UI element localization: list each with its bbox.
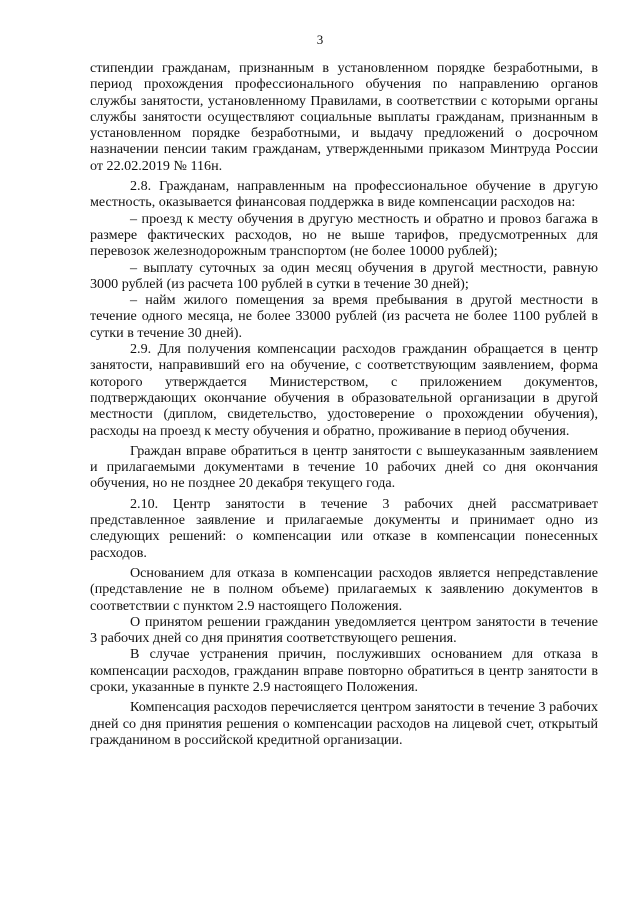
paragraph-continuation: стипендии гражданам, признанным в установленном порядке безработными, в период прохождения профессионального обучения по направлению органов службы занятости, установленному Правилами, в соответствии с которыми органы службы занятости осуществляют социальные выплаты гражданам, признанным в установленном порядке безработными, и выдачу предложений о досрочном назначении пенсии таким гражданам, утвержденными приказом Минтруда России от 22.02.2019 № 116н. [90,60,598,174]
paragraph-reapplication: В случае устранения причин, послуживших основанием для отказа в компенсации расходов, гражданин вправе повторно обратиться в центр занятости в сроки, указанные в пункте 2.9 настоящего Положения. [90,646,598,695]
list-item-housing: – найм жилого помещения за время пребывания в другой местности в течение одного месяца, не более 33000 рублей (из расчета не более 1100 рублей в сутки в течение 30 дней). [90,292,598,341]
paragraph-application-deadline: Граждан вправе обратиться в центр занятости с вышеуказанным заявлением и прилагаемыми документами в течение 10 рабочих дней со дня окончания обучения, но не позднее 20 декабря текущего года. [90,442,598,492]
list-item-daily-allowance: – выплату суточных за один месяц обучения в другой местности, равную 3000 рублей (из расчета 100 рублей в сутки в течение 30 дней); [90,259,598,292]
document-body [90,60,598,748]
list-item-travel: – проезд к месту обучения в другую местность и обратно и провоз багажа в размере фактических расходов, но не выше тарифов, предусмотренных для перевозок железнодорожным транспортом (не более 10000 рублей); [90,210,598,260]
paragraph-notification: О принятом решении гражданин уведомляется центром занятости в течение 3 рабочих дней со дня принятия соответствующего решения. [90,613,598,647]
page-number: 3 [316,32,324,47]
paragraph-2-8: 2.8. Гражданам, направленным на профессиональное обучение в другую местность, оказывается финансовая поддержка в виде компенсации расходов на: [90,178,598,211]
paragraph-2-9: 2.9. Для получения компенсации расходов гражданин обращается в центр занятости, направивший его на обучение, с соответствующим заявлением, форма которого утверждается Министерством, с приложением документов, подтверждающих окончание обучения в образовательной организации в другой местности (диплом, свидетельство, удостоверение о прохождении обучения), расходы на проезд к месту обучения и обратно, проживание в период обучения. [90,341,598,439]
paragraph-payment: Компенсация расходов перечисляется центром занятости в течение 3 рабочих дней со дня принятия решения о компенсации расходов на лицевой счет, открытый гражданином в российской кредитной организации. [90,699,598,748]
paragraph-2-10: 2.10. Центр занятости в течение 3 рабочих дней рассматривает представленное заявление и прилагаемые документы и принимает одно из следующих решений: о компенсации или отказе в компенсации понесенных расходов. [90,495,598,561]
paragraph-refusal-grounds: Основанием для отказа в компенсации расходов является непредставление (представление не в полном объеме) прилагаемых к заявлению документов в соответствии с пунктом 2.9 настоящего Положения. [90,564,598,614]
